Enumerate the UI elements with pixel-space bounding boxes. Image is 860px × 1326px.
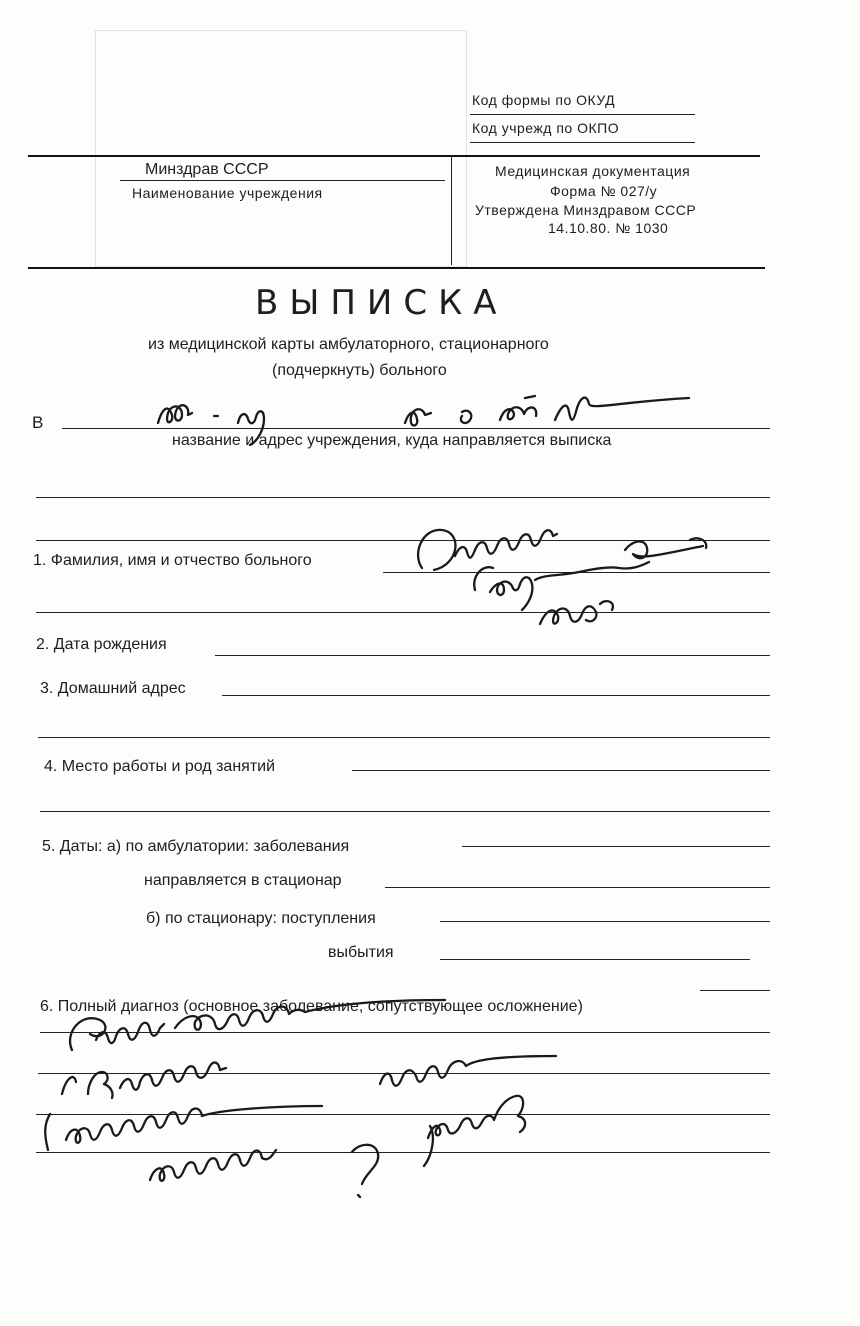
field-hospital-referral-label: направляется в стационар [144,872,342,889]
field-address-line [222,695,770,696]
approved-label: Утверждена Минздравом СССР [475,202,697,218]
field-illness-date-line [462,846,770,847]
header-bottom-rule [28,267,765,269]
header-top-rule [28,155,760,157]
field-workplace-line [352,770,770,771]
field-discharge-label: выбытия [328,944,394,961]
destination-prefix: В [32,413,44,432]
header-divider [451,155,452,265]
destination-caption: название и адрес учреждения, куда направляется выписка [172,432,612,449]
okud-label: Код формы по ОКУД [472,92,616,108]
field-discharge-line [440,959,750,960]
field-hospital-referral-line [385,887,770,888]
med-doc-label: Медицинская документация [495,163,691,179]
destination-line [62,428,770,429]
field-full-name-label: 1. Фамилия, имя и отчество больного [33,552,312,569]
field-admission-label: б) по стационару: поступления [146,910,376,927]
handwriting-diagnosis [45,1000,556,1197]
field-admission-line [440,921,770,922]
field-birth-date-line [215,655,770,656]
document-title: ВЫПИСКА [255,283,508,323]
form-number: Форма № 027/у [550,183,658,199]
field-birth-date-label: 2. Дата рождения [36,636,167,653]
field-workplace-label: 4. Место работы и род занятий [44,758,276,775]
field-diagnosis-label: 6. Полный диагноз (основное заболевание, сопутствующее осложнение) [40,998,583,1015]
title-subtitle: из медицинской карты амбулаторного, стационарного [148,336,549,353]
institution-label: Наименование учреждения [132,185,323,201]
field-address-label: 3. Домашний адрес [40,680,186,697]
approved-date: 14.10.80. № 1030 [548,220,669,236]
okpo-label: Код учрежд по ОКПО [472,120,620,136]
field-full-name-line [383,572,770,573]
faded-stamp [95,30,467,267]
field-diagnosis-line [700,990,770,991]
handwriting-name [418,530,706,624]
title-subtitle-2: (подчеркнуть) больного [272,362,447,379]
ministry: Минздрав СССР [145,161,269,178]
field-dates-label: 5. Даты: а) по амбулатории: заболевания [42,838,350,855]
